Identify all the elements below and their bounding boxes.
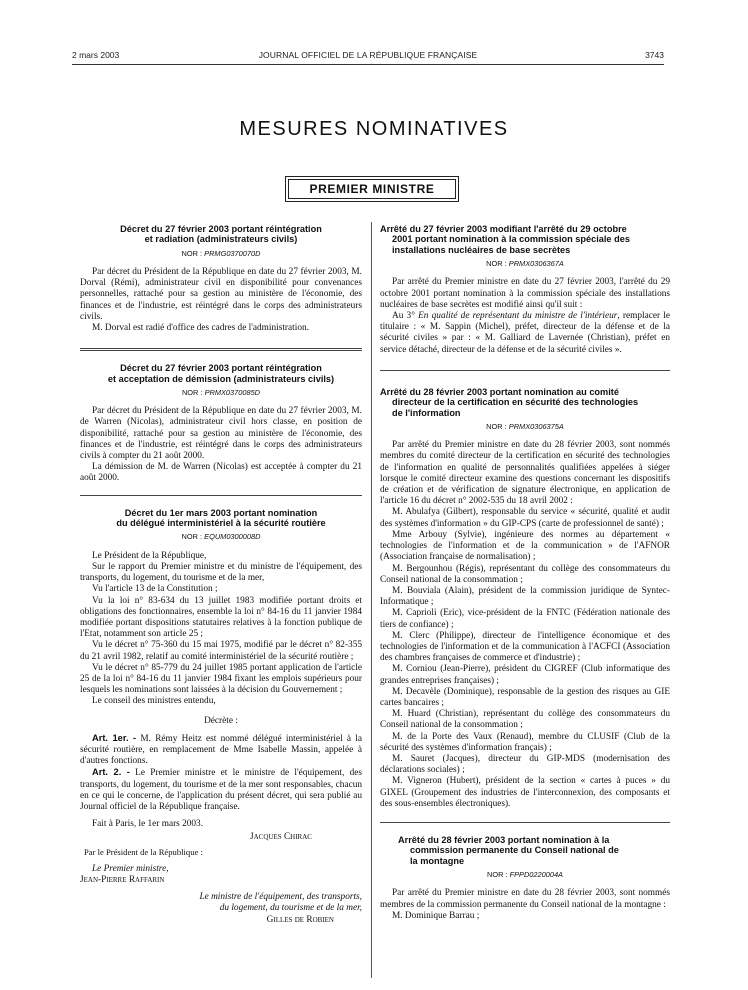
nor-label: NOR : [486, 422, 509, 432]
article-title-line: installations nucléaires de base secrètes [392, 244, 571, 255]
nor-reference [380, 258, 670, 269]
member-entry: M. Decavèle (Dominique), responsable de la gestion des risques au GIE cartes bancaires ; [380, 686, 670, 708]
pm-name: Jean-Pierre Raffarin [80, 874, 165, 885]
nor-label: NOR : [486, 870, 510, 880]
article-title-line: Arrêté du 28 février 2003 portant nomination au comité [380, 386, 619, 397]
nor-label: NOR : [181, 388, 205, 398]
article-2-text: Le Premier ministre et le ministre de l'équipement, des transports, du logement, du tourisme et de la mer sont responsables, chacun en ce qui le concerne, de l'application du présent décret, qui sera publié au Journal officiel de la République française. [80, 768, 362, 812]
par-president: Par le Président de la République : [84, 846, 203, 857]
article-arrete-certification [380, 387, 670, 810]
nor-code: FPPD0220004A [509, 870, 563, 880]
header-date: 2 mars 2003 [72, 50, 120, 60]
page-header [72, 50, 664, 64]
article-2 [80, 767, 362, 813]
member-entry: M. Clerc (Philippe), directeur de l'intelligence économique et des technologies de l'information et de la communication à l'ACFCI (Association des chambres françaises de commerce et d'industrie) ; [380, 630, 670, 664]
section-box [285, 176, 459, 202]
article-title-line: et acceptation de démission (administrateurs civils) [107, 373, 335, 384]
member-entry: M. Huard (Christian), représentant du collège des consommateurs du Conseil national de la consommation ; [380, 709, 670, 731]
nor-reference [80, 387, 362, 398]
article-title [380, 387, 670, 418]
separator-rule [380, 822, 670, 823]
member-entry: M. Bergounhou (Régis), représentant du collège des consommateurs du Conseil national de la consommation ; [380, 563, 670, 585]
paragraph-italic: En qualité de représentant du ministre de l'intérieur [418, 311, 618, 322]
paragraph-prefix: Au 3° [392, 311, 419, 322]
visa-line: Le Président de la République, [92, 550, 207, 561]
article-title-line: 2001 portant nomination à la commission spéciale des [392, 234, 630, 245]
nor-label: NOR : [181, 248, 205, 258]
article-title [80, 363, 362, 384]
member-entry: M. Corniou (Jean-Pierre), président du CIGREF (Club informatique des grandes entreprises françaises) ; [380, 664, 670, 686]
pm-title: Le Premier ministre, [92, 863, 169, 874]
paragraph: Par arrêté du Premier ministre en date du 28 février 2003, sont nommés membres du comité directeur de la certification en sécurité des technologies de l'information en qualité de personnalités qualifiées appelées à siéger lorsque le comité directeur examine des questions concernant les dispositifs de création et de vérification de signature électronique, en application de l'article 16 du décret n° 2002-535 du 18 avril 2002 : [380, 440, 670, 507]
article-title-line: Arrêté du 27 février 2003 modifiant l'arrêté du 29 octobre [380, 224, 627, 234]
nor-code: PRMX0370085D [204, 388, 261, 398]
article-arrete-montagne [380, 835, 670, 922]
minister-title-line: Le ministre de l'équipement, des transports, [199, 892, 362, 903]
visa-line: Le conseil des ministres entendu, [92, 696, 216, 707]
nor-label: NOR : [486, 259, 509, 269]
signature-president: Jacques Chirac [250, 832, 312, 843]
member-entry: M. Sauret (Jacques), directeur du GIP-MDS (modernisation des déclarations sociales) ; [380, 753, 670, 776]
article-title [80, 508, 362, 529]
article-title-line: directeur de la certification en sécurité des technologies [392, 397, 639, 408]
visa-line: Vu la loi n° 83-634 du 13 juillet 1983 modifiée portant droits et obligations des fonctionnaires, ensemble la loi n° 84-16 du 11 janvier 1984 modifiée portant dispositions statutaires relatives à la fonction publique de l'Etat, notamment son article 25 ; [80, 595, 362, 640]
separator-rule [380, 370, 670, 371]
visa-line: Vu l'article 13 de la Constitution ; [92, 584, 218, 595]
member-entry: M. Abulafya (Gilbert), responsable du service « sécurité, qualité et audit des systèmes d'information » du GIP-CPS (carte de professionnel de santé) ; [380, 507, 670, 529]
visa-line: Sur le rapport du Premier ministre et du ministre de l'équipement, des transports, du logement, du tourisme et de la mer, [80, 561, 362, 584]
header-rule [72, 64, 664, 65]
visa-line: Vu le décret n° 85-779 du 24 juillet 1985 portant application de l'article 25 de la loi n° 84-16 du 11 janvier 1984 fixant les emplois supérieurs pour lesquels les nominations sont laissées à la décision du Gouvernement ; [80, 662, 362, 696]
paragraph: M. Dominique Barrau ; [392, 910, 480, 921]
article-1 [80, 733, 362, 768]
paragraph: Par arrêté du Premier ministre en date du 28 février 2003, sont nommés membres de la commission permanente du Conseil national de la montagne : [380, 888, 670, 910]
article-title-line: Décret du 1er mars 2003 portant nomination [124, 507, 318, 518]
section-title: PREMIER MINISTRE [288, 179, 456, 199]
column-divider [371, 222, 372, 978]
nor-reference [80, 531, 362, 542]
visa-line: Vu le décret n° 75-360 du 15 mai 1975, modifié par le décret n° 82-355 du 21 avril 1982, relatif au comité interministériel de la sécurité routière ; [80, 640, 362, 662]
article-title-line: Arrêté du 28 février 2003 portant nomination à la [398, 834, 610, 845]
article-title [380, 224, 670, 255]
article-title-line: de l'information [392, 407, 461, 418]
nor-reference [80, 248, 362, 259]
main-title: MESURES NOMINATIVES [239, 118, 509, 140]
nor-label: NOR : [181, 532, 205, 542]
article-title [380, 835, 670, 866]
done-line: Fait à Paris, le 1er mars 2003. [92, 819, 204, 830]
spacer [80, 334, 362, 346]
minister-name: Gilles de Robien [266, 914, 334, 925]
article-1-text: M. Rémy Heitz est nommé délégué interministériel à la sécurité routière, en remplacement de Mme Isabelle Massin, appelée à d'autres fonctions. [80, 733, 362, 767]
article-title-line: et radiation (administrateurs civils) [144, 234, 298, 245]
nor-code: PRMX0306375A [508, 422, 564, 432]
minister-title-line: du logement, du tourisme et de la mer, [219, 903, 362, 914]
left-column [80, 224, 362, 926]
article-decree-warren [80, 363, 362, 484]
article-title-line: Décret du 27 février 2003 portant réintégration [120, 363, 322, 374]
decrete-line: Décrète : [204, 715, 238, 726]
right-column [380, 224, 670, 922]
article-1-label: Art. 1er. - [92, 732, 137, 743]
member-entry: M. Caprioli (Eric), vice-président de la FNTC (Fédération nationale des tiers de confiance) ; [380, 608, 670, 630]
paragraph: Par décret du Président de la République en date du 27 février 2003, M. Dorval (Rémi), administrateur civil en disponibilité pour convenances personnelles, rattaché pour sa gestion au ministère de l'économie, des finances et de l'industrie, est réintégré dans le corps des administrateurs civils. [80, 267, 362, 322]
nor-reference [380, 869, 670, 880]
header-journal-title: JOURNAL OFFICIEL DE LA RÉPUBLIQUE FRANÇAISE [258, 50, 478, 60]
article-2-label: Art. 2. - [92, 767, 130, 778]
article-title-line: Décret du 27 février 2003 portant réintégration [120, 224, 322, 234]
member-entry: Mme Arbouy (Sylvie), ingénieure des normes au département « technologies de l'information et de la communication » de l'AFNOR (Association française de normalisation) ; [380, 529, 670, 563]
member-entry: M. de la Porte des Vaux (Renaud), membre du CLUSIF (Club de la sécurité des systèmes d'information français) ; [380, 731, 670, 753]
paragraph-rest: , remplacer le titulaire : « M. Sappin (Michel), préfet, directeur de la défense et de la sécurité civiles » par : « M. Galliard de Lavernée (Christian), préfet en service détaché, directeur de la défense et de la sécurité civiles ». [380, 311, 670, 355]
paragraph: Par décret du Président de la République en date du 27 février 2003, M. de Warren (Nicolas), administrateur civil hors classe, en position de disponibilité, rattaché pour sa gestion au ministère de l'économie, des finances et de l'industrie, est réintégré dans le corps des administrateurs civils à compter du 21 août 2000. [80, 406, 362, 462]
nor-reference [380, 421, 670, 432]
separator-rule [80, 348, 362, 349]
paragraph [380, 311, 670, 356]
article-arrete-commission-speciale [380, 224, 670, 356]
paragraph: M. Dorval est radié d'office des cadres de l'administration. [92, 323, 309, 334]
article-title [80, 224, 362, 245]
article-title-line: du délégué interministériel à la sécurité routière [116, 518, 326, 529]
separator-rule [80, 350, 362, 351]
nor-code: PRMX0306367A [508, 259, 564, 269]
paragraph: Par arrêté du Premier ministre en date du 27 février 2003, l'arrêté du 29 octobre 2001 portant nomination à la commission spéciale des installations nucléaires de base secrètes est modifié ainsi qu'il suit : [380, 277, 670, 310]
article-title-line: la montagne [410, 855, 465, 866]
nor-code: PRMG0370070D [204, 248, 261, 258]
member-entry: M. Vigneron (Hubert), président de la section « cartes à puces » du GIXEL (Groupement des industries de l'interconnexion, des composants et des sous-ensembles électroniques). [380, 776, 670, 809]
article-decree-heitz [80, 508, 362, 926]
header-page-number: 3743 [645, 50, 664, 60]
separator-rule [80, 495, 362, 496]
article-decree-dorval [80, 224, 362, 334]
paragraph: La démission de M. de Warren (Nicolas) est acceptée à compter du 21 août 2000. [80, 462, 362, 484]
member-entry: M. Bouviala (Alain), président de la commission juridique de Syntec-Informatique ; [380, 585, 670, 608]
nor-code: EQUM0300008D [204, 532, 261, 542]
article-title-line: commission permanente du Conseil national de [410, 845, 619, 856]
